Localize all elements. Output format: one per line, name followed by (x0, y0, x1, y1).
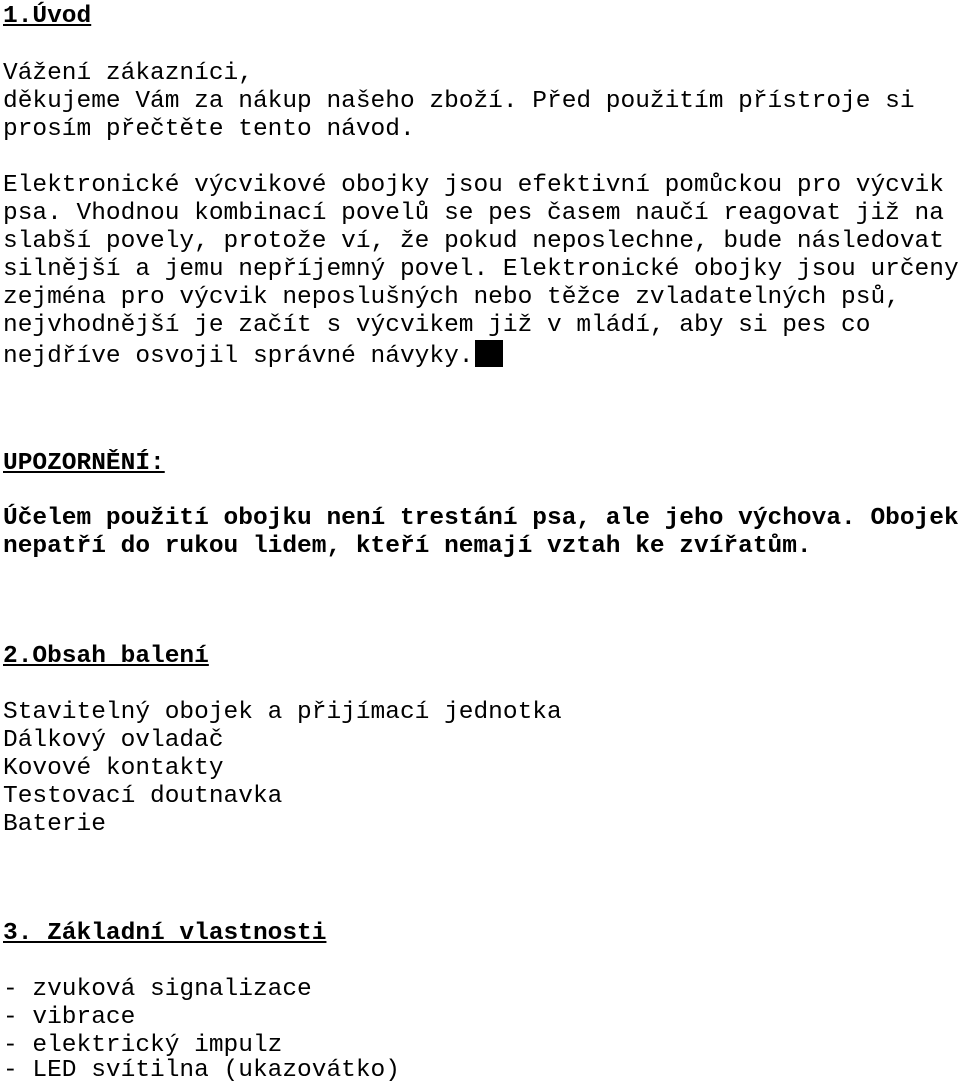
paragraph-line-7: nejdříve osvojil správné návyky. (3, 343, 474, 370)
warning-line-2: nepatří do rukou lidem, kteří nemají vztah ke zvířatům. (3, 533, 812, 560)
package-item-2: Dálkový ovladač (3, 727, 224, 754)
package-item-4: Testovací doutnavka (3, 783, 283, 810)
intro-line-2: děkujeme Vám za nákup našeho zboží. Před použitím přístroje si (3, 88, 915, 115)
section-1-heading: 1.Úvod (3, 3, 92, 30)
package-item-1: Stavitelný obojek a přijímací jednotka (3, 699, 562, 726)
paragraph-line-5: zejména pro výcvik neposlušných nebo těžce zvladatelných psů, (3, 284, 900, 311)
feature-item-3: - elektrický impulz (3, 1032, 283, 1059)
package-item-5: Baterie (3, 811, 106, 838)
paragraph-line-3: slabší povely, protože ví, že pokud neposlechne, bude následovat (3, 228, 944, 255)
intro-line-3: prosím přečtěte tento návod. (3, 116, 415, 143)
intro-line-1: Vážení zákazníci, (3, 60, 253, 87)
section-3-heading: 3. Základní vlastnosti (3, 920, 327, 947)
feature-item-2: - vibrace (3, 1004, 136, 1031)
feature-item-4: - LED svítilna (ukazovátko) (3, 1057, 400, 1084)
paragraph-line-7-wrapper (3, 340, 503, 368)
paragraph-line-6: nejvhodnější je začít s výcvikem již v mládí, aby si pes co (3, 312, 871, 339)
paragraph-line-1: Elektronické výcvikové obojky jsou efektivní pomůckou pro výcvik (3, 172, 944, 199)
paragraph-line-2: psa. Vhodnou kombinací povelů se pes časem naučí reagovat již na (3, 200, 944, 227)
warning-line-1: Účelem použití obojku není trestání psa, ale jeho výchova. Obojek (3, 505, 959, 532)
section-2-heading: 2.Obsah balení (3, 643, 209, 670)
text-cursor-block (475, 340, 503, 367)
paragraph-line-4: silnější a jemu nepříjemný povel. Elektronické obojky jsou určeny (3, 256, 959, 283)
feature-item-1: - zvuková signalizace (3, 976, 312, 1003)
warning-label: UPOZORNĚNÍ: (3, 450, 165, 477)
package-item-3: Kovové kontakty (3, 755, 224, 782)
